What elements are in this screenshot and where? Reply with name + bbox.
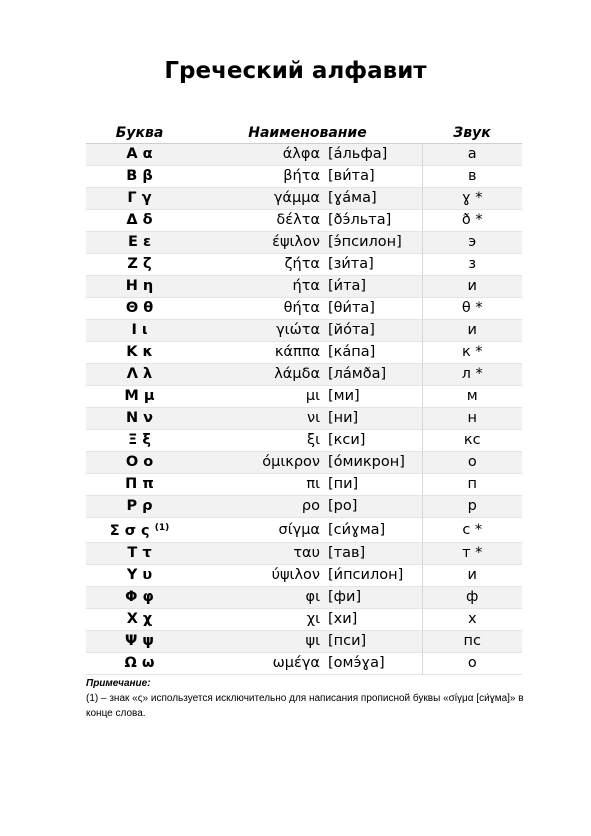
table-row: [86, 565, 522, 587]
table-header-row: [86, 122, 522, 144]
greek-name-cell: [193, 232, 326, 254]
letter-cell-text: Α α: [126, 146, 153, 162]
greek-name-cell: [193, 144, 326, 166]
sound-cell: [422, 232, 522, 254]
transliteration-cell-text: [хи]: [328, 611, 358, 627]
greek-name-cell-text: φι: [305, 589, 320, 605]
sound-cell: [422, 631, 522, 653]
transliteration-cell: [326, 232, 422, 254]
letter-cell: [86, 364, 193, 386]
letter-cell-text: Β β: [126, 168, 153, 184]
table-row: [86, 342, 522, 364]
greek-name-cell: [193, 386, 326, 408]
page-title: Греческий алфавит: [164, 58, 427, 84]
letter-cell: [86, 232, 193, 254]
sound-cell-text: з: [468, 256, 477, 272]
letter-cell: [86, 587, 193, 609]
transliteration-cell-text: [пи]: [328, 476, 359, 492]
sound-cell: [422, 298, 522, 320]
letter-cell: [86, 320, 193, 342]
letter-cell-text: Ο ο: [125, 454, 154, 470]
transliteration-cell: [326, 631, 422, 653]
header-name: Наименование: [193, 122, 422, 144]
table-row: [86, 298, 522, 320]
transliteration-cell-text: [тав]: [328, 545, 366, 561]
table-row: [86, 518, 522, 543]
transliteration-cell-text: [ла́мða]: [328, 366, 387, 382]
greek-name-cell-text: ξι: [307, 432, 320, 448]
transliteration-cell: [326, 320, 422, 342]
letter-cell: [86, 452, 193, 474]
sound-cell-text: к *: [461, 344, 483, 360]
transliteration-cell: [326, 609, 422, 631]
greek-name-cell-text: ρο: [301, 498, 320, 514]
transliteration-cell-text: [фи]: [328, 589, 362, 605]
letter-cell: [86, 631, 193, 653]
sound-cell-text: н: [467, 410, 477, 426]
table-row: [86, 474, 522, 496]
greek-name-cell-text: θήτα: [283, 300, 320, 316]
sound-cell: [422, 609, 522, 631]
sound-cell: [422, 408, 522, 430]
transliteration-cell-text: [э́псилон]: [328, 234, 402, 250]
letter-cell-text: Ξ ξ: [128, 432, 151, 448]
greek-name-cell: [193, 565, 326, 587]
greek-name-cell: [193, 188, 326, 210]
transliteration-cell: [326, 210, 422, 232]
letter-cell: [86, 342, 193, 364]
greek-name-cell: [193, 342, 326, 364]
greek-name-cell: [193, 587, 326, 609]
alphabet-table: [86, 122, 522, 675]
transliteration-cell: [326, 188, 422, 210]
greek-name-cell-text: ζήτα: [284, 256, 320, 272]
transliteration-cell-text: [пси]: [328, 633, 367, 649]
greek-name-cell: [193, 609, 326, 631]
footnote-title: Примечание:: [86, 678, 151, 689]
transliteration-cell-text: [омэ́ɣа]: [328, 655, 385, 671]
transliteration-cell-text: [зи́та]: [328, 256, 374, 272]
sound-cell-text: пс: [463, 633, 481, 649]
transliteration-cell: [326, 254, 422, 276]
sound-cell-text: и: [467, 322, 477, 338]
transliteration-cell: [326, 364, 422, 386]
transliteration-cell: [326, 452, 422, 474]
greek-name-cell: [193, 496, 326, 518]
sound-cell-text: в: [467, 168, 477, 184]
letter-cell: [86, 166, 193, 188]
greek-name-cell-text: δέλτα: [276, 212, 320, 228]
greek-name-cell-text: βήτα: [283, 168, 320, 184]
letter-cell: [86, 254, 193, 276]
greek-name-cell: [193, 408, 326, 430]
transliteration-cell-text: [си́ɣма]: [328, 521, 386, 538]
table-row: [86, 496, 522, 518]
greek-name-cell-text: όμικρον: [262, 454, 320, 470]
letter-cell-text: Ε ε: [127, 234, 152, 250]
transliteration-cell: [326, 565, 422, 587]
letter-cell: [86, 474, 193, 496]
letter-cell-text: Π π: [125, 476, 154, 492]
table-row: [86, 364, 522, 386]
table-row: [86, 452, 522, 474]
letter-cell-text: Μ μ: [124, 388, 155, 404]
greek-name-cell-text: ήτα: [292, 278, 320, 294]
greek-name-cell: [193, 298, 326, 320]
transliteration-cell-text: [ка́па]: [328, 344, 376, 360]
sound-cell-text: о: [467, 454, 477, 470]
transliteration-cell: [326, 430, 422, 452]
greek-name-cell-text: ωμέγα: [272, 655, 320, 671]
greek-name-cell: [193, 210, 326, 232]
footnote-marker: (1): [154, 523, 170, 533]
transliteration-cell-text: [а́льфа]: [328, 146, 388, 162]
greek-name-cell: [193, 474, 326, 496]
greek-name-cell: [193, 452, 326, 474]
table-row: [86, 254, 522, 276]
transliteration-cell: [326, 166, 422, 188]
greek-name-cell-text: ψι: [305, 633, 320, 649]
transliteration-cell-text: [ни]: [328, 410, 359, 426]
sound-cell: [422, 276, 522, 298]
table-row: [86, 386, 522, 408]
greek-name-cell-text: νι: [306, 410, 320, 426]
letter-cell: [86, 543, 193, 565]
sound-cell-text: с *: [462, 521, 483, 538]
greek-name-cell-text: κάππα: [274, 344, 320, 360]
transliteration-cell: [326, 386, 422, 408]
letter-cell: [86, 386, 193, 408]
greek-name-cell: [193, 631, 326, 653]
sound-cell-text: кс: [463, 432, 481, 448]
greek-name-cell: [193, 276, 326, 298]
letter-cell-text: Κ κ: [126, 344, 153, 360]
transliteration-cell: [326, 144, 422, 166]
letter-cell: [86, 276, 193, 298]
table-row: [86, 653, 522, 675]
transliteration-cell-text: [ðэ́льта]: [328, 212, 392, 228]
greek-name-cell-text: λάμδα: [274, 366, 320, 382]
letter-cell-text: Λ λ: [126, 366, 153, 382]
sound-cell: [422, 496, 522, 518]
sound-cell: [422, 543, 522, 565]
letter-cell: [86, 565, 193, 587]
table-row: [86, 408, 522, 430]
sound-cell: [422, 653, 522, 675]
letter-cell: [86, 298, 193, 320]
sound-cell-text: и: [467, 278, 477, 294]
letter-cell-text: Δ δ: [126, 212, 153, 228]
greek-name-cell-text: ταυ: [293, 545, 320, 561]
table-row: [86, 276, 522, 298]
transliteration-cell-text: [о́микрон]: [328, 454, 405, 470]
letter-cell: [86, 518, 193, 543]
table-row: [86, 609, 522, 631]
letter-cell: [86, 188, 193, 210]
header-letter: Буква: [86, 122, 193, 144]
table-row: [86, 188, 522, 210]
transliteration-cell-text: [ɣа́ма]: [328, 190, 377, 206]
transliteration-cell: [326, 298, 422, 320]
sound-cell: [422, 188, 522, 210]
sound-cell-text: ɣ *: [462, 190, 483, 206]
sound-cell: [422, 166, 522, 188]
sound-cell-text: т *: [462, 545, 483, 561]
transliteration-cell: [326, 518, 422, 543]
table-row: [86, 232, 522, 254]
sound-cell: [422, 430, 522, 452]
letter-cell: [86, 430, 193, 452]
letter-cell-text: Χ χ: [126, 611, 153, 627]
sound-cell: [422, 587, 522, 609]
transliteration-cell: [326, 496, 422, 518]
sound-cell: [422, 474, 522, 496]
greek-name-cell-text: μι: [305, 388, 320, 404]
letter-cell-text: Ι ι: [131, 322, 148, 338]
transliteration-cell: [326, 276, 422, 298]
transliteration-cell-text: [θи́та]: [328, 300, 375, 316]
table-row: [86, 166, 522, 188]
letter-cell: [86, 210, 193, 232]
letter-cell-text: Ν ν: [125, 410, 154, 426]
transliteration-cell-text: [и́псилон]: [328, 567, 404, 583]
footnote: [86, 676, 546, 721]
sound-cell-text: м: [466, 388, 478, 404]
sound-cell-text: ф: [466, 589, 479, 605]
footnote-text: (1) – знак «ς» используется исключительно для написания прописной буквы «σίγμα [си́ɣма]» в конце слова.: [86, 693, 524, 719]
transliteration-cell-text: [йо́та]: [328, 322, 375, 338]
sound-cell: [422, 364, 522, 386]
letter-cell-text: Υ υ: [126, 567, 153, 583]
greek-name-cell-text: γάμμα: [273, 190, 320, 206]
greek-name-cell-text: άλφα: [282, 146, 320, 162]
sound-cell-text: θ *: [461, 300, 483, 316]
sound-cell-text: ð *: [461, 212, 483, 228]
sound-cell-text: о: [467, 655, 477, 671]
letter-cell-text: Η η: [125, 278, 154, 294]
greek-name-cell: [193, 430, 326, 452]
transliteration-cell: [326, 587, 422, 609]
table-row: [86, 430, 522, 452]
letter-cell-text: Ψ ψ: [125, 633, 154, 649]
sound-cell: [422, 386, 522, 408]
greek-name-cell: [193, 320, 326, 342]
transliteration-cell-text: [и́та]: [328, 278, 367, 294]
header-sound: Звук: [422, 122, 522, 144]
sound-cell: [422, 518, 522, 543]
greek-name-cell: [193, 653, 326, 675]
table-row: [86, 631, 522, 653]
sound-cell-text: и: [467, 567, 477, 583]
sound-cell-text: а: [467, 146, 477, 162]
letter-cell-text: Ρ ρ: [126, 498, 153, 514]
letter-cell: [86, 609, 193, 631]
transliteration-cell-text: [ми]: [328, 388, 360, 404]
transliteration-cell: [326, 342, 422, 364]
sound-cell: [422, 452, 522, 474]
greek-name-cell-text: πι: [306, 476, 320, 492]
table-row: [86, 144, 522, 166]
letter-cell-text: Γ γ: [127, 190, 152, 206]
transliteration-cell-text: [ро]: [328, 498, 358, 514]
letter-cell: [86, 408, 193, 430]
letter-cell-text: Τ τ: [127, 545, 152, 561]
greek-name-cell-text: γιώτα: [276, 322, 320, 338]
letter-cell-text: Ω ω: [124, 655, 155, 671]
transliteration-cell-text: [кси]: [328, 432, 366, 448]
sound-cell: [422, 320, 522, 342]
transliteration-cell: [326, 474, 422, 496]
sound-cell: [422, 254, 522, 276]
letter-cell: [86, 144, 193, 166]
sound-cell-text: х: [467, 611, 477, 627]
sound-cell-text: п: [467, 476, 477, 492]
greek-name-cell: [193, 166, 326, 188]
letter-cell-text: Σ σ ς: [109, 523, 150, 539]
letter-cell-text: Θ θ: [125, 300, 154, 316]
greek-name-cell: [193, 518, 326, 543]
greek-name-cell-text: σίγμα: [278, 521, 320, 538]
sound-cell: [422, 342, 522, 364]
greek-name-cell-text: ύψιλον: [271, 567, 320, 583]
table-row: [86, 587, 522, 609]
transliteration-cell: [326, 653, 422, 675]
sound-cell: [422, 210, 522, 232]
letter-cell-text: Φ φ: [125, 589, 154, 605]
greek-name-cell-text: έψιλον: [272, 234, 320, 250]
greek-name-cell: [193, 254, 326, 276]
sound-cell-text: р: [467, 498, 477, 514]
sound-cell: [422, 144, 522, 166]
transliteration-cell: [326, 543, 422, 565]
greek-name-cell: [193, 364, 326, 386]
table-row: [86, 210, 522, 232]
transliteration-cell-text: [ви́та]: [328, 168, 375, 184]
letter-cell: [86, 653, 193, 675]
sound-cell-text: э: [468, 234, 477, 250]
sound-cell-text: л *: [461, 366, 483, 382]
greek-name-cell: [193, 543, 326, 565]
transliteration-cell: [326, 408, 422, 430]
table-row: [86, 320, 522, 342]
letter-cell-text: Ζ ζ: [127, 256, 152, 272]
sound-cell: [422, 565, 522, 587]
table-row: [86, 543, 522, 565]
letter-cell: [86, 496, 193, 518]
greek-name-cell-text: χι: [306, 611, 320, 627]
